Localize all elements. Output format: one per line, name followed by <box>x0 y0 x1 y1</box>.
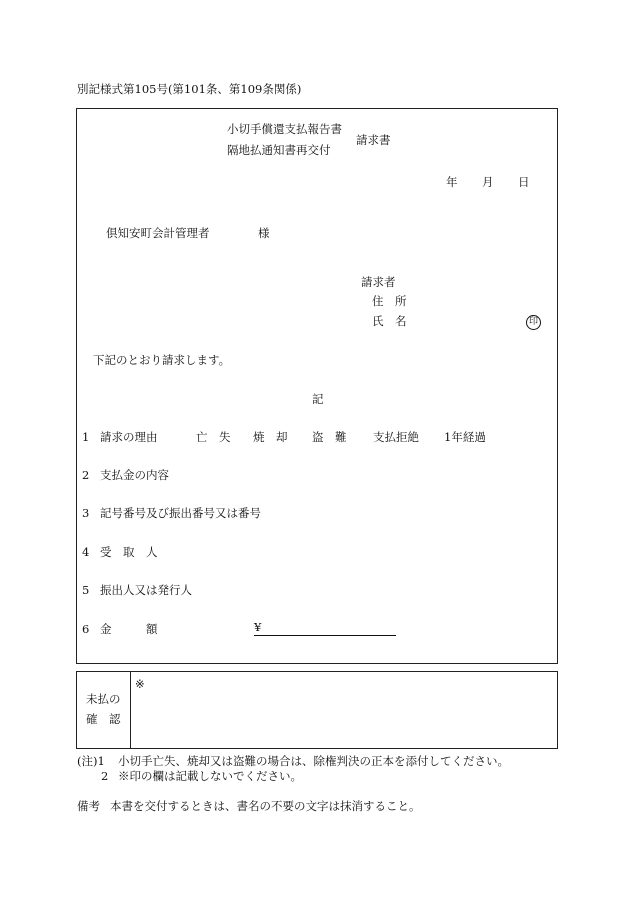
reason-refusal: 支払拒絶 <box>373 430 419 444</box>
confirmation-box <box>76 671 558 749</box>
statement: 下記のとおり請求します。 <box>93 353 231 367</box>
confirmation-mark: ※ <box>135 677 145 691</box>
request-form-box <box>76 108 558 664</box>
confirmation-label-line1: 未払の <box>86 692 121 706</box>
title-option-1: 小切手償還支払報告書 <box>227 122 342 136</box>
item-5-number: 5 <box>82 583 90 597</box>
amount-field <box>254 622 396 636</box>
item-1-number: 1 <box>82 430 90 444</box>
item-6-number: 6 <box>82 622 90 636</box>
title-suffix: 請求書 <box>356 133 391 147</box>
item-1-label: 請求の理由 <box>100 430 158 444</box>
honorific: 様 <box>258 226 270 240</box>
remarks-text: 本書を交付するときは、書名の不要の文字は抹消すること。 <box>110 799 421 813</box>
item-5-label: 振出人又は発行人 <box>100 583 192 597</box>
reason-one-year: 1年経過 <box>444 430 486 444</box>
reason-loss: 亡 失 <box>196 430 231 444</box>
remarks-label: 備考 <box>77 799 100 813</box>
date-month-label: 月 <box>482 175 494 189</box>
item-3-label: 記号番号及び振出番号又は番号 <box>100 506 261 520</box>
form-reference: 別記様式第105号(第101条、第109条関係) <box>77 82 302 96</box>
seal-mark-wrapper <box>526 315 541 330</box>
note-1: 小切手亡失、焼却又は盗難の場合は、除権判決の正本を添付してください。 <box>118 754 509 768</box>
reason-theft: 盗 難 <box>312 430 347 444</box>
name-label: 氏 名 <box>372 314 407 328</box>
address-label: 住 所 <box>372 294 407 308</box>
title-option-2: 隔地払通知書再交付 <box>227 143 331 157</box>
ki-marker: 記 <box>312 392 324 406</box>
addressee: 倶知安町会計管理者 <box>106 226 210 240</box>
confirmation-divider <box>130 672 131 748</box>
yen-sign: ¥ <box>254 620 262 634</box>
item-3-number: 3 <box>82 506 90 520</box>
confirmation-label-line2: 確 認 <box>86 712 121 726</box>
item-2-number: 2 <box>82 468 90 482</box>
note-lead: (注)1 <box>77 754 105 768</box>
item-4-number: 4 <box>82 545 90 559</box>
item-6-label: 金 額 <box>100 622 158 636</box>
reason-burned: 焼 却 <box>253 430 288 444</box>
seal-icon: 印 <box>526 315 541 330</box>
date-day-label: 日 <box>518 175 530 189</box>
note-2: ※印の欄は記載しないでください。 <box>118 769 302 783</box>
note-2-number: 2 <box>101 769 109 783</box>
date-year-label: 年 <box>446 175 458 189</box>
item-4-label: 受 取 人 <box>100 545 158 559</box>
item-2-label: 支払金の内容 <box>100 468 169 482</box>
requester-heading: 請求者 <box>361 275 396 289</box>
